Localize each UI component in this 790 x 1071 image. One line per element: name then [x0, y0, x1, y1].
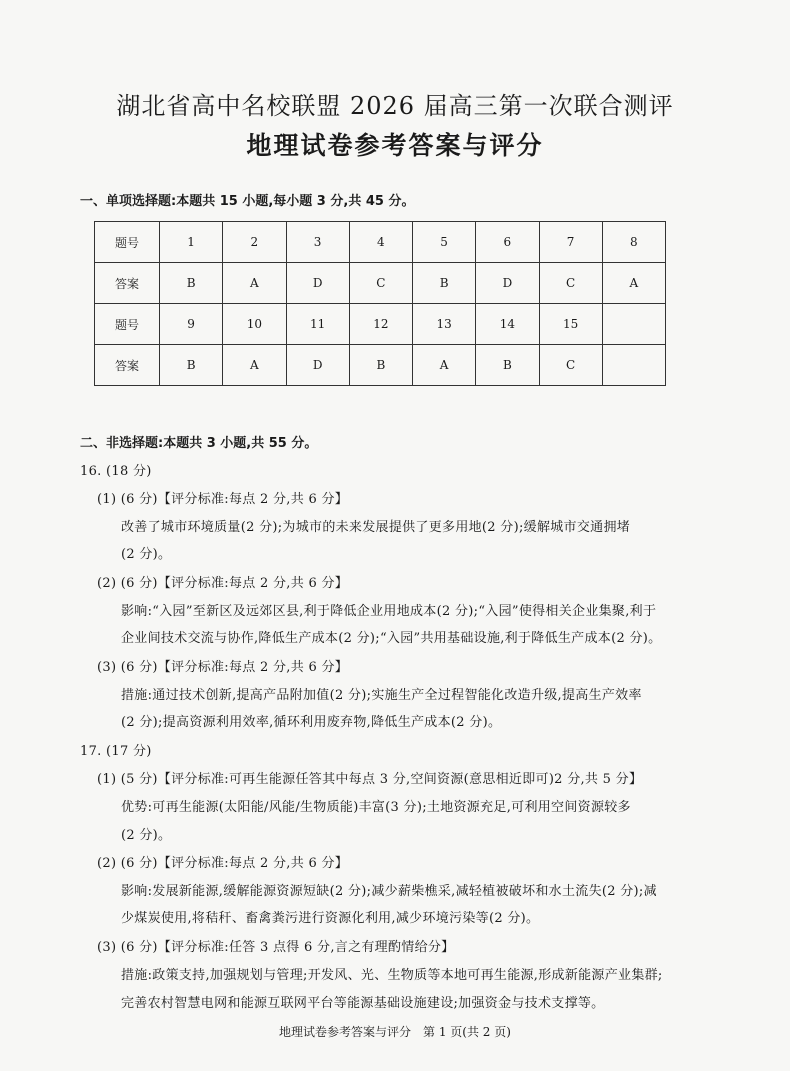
answer-table-cell: B — [160, 345, 223, 386]
answer-table-row — [95, 222, 666, 263]
answer-table-cell: 6 — [476, 222, 539, 263]
q16-part2-criteria: (2) (6 分)【评分标准:每点 2 分,共 6 分】 — [97, 576, 349, 591]
answer-table-cell: 15 — [539, 304, 602, 345]
page-footer: 地理试卷参考答案与评分 第 1 页(共 2 页) — [279, 1025, 511, 1039]
answer-table-row — [95, 345, 666, 386]
q17-part3-answer-line2: 完善农村智慧电网和能源互联网平台等能源基础设施建设;加强资金与技术支撑等。 — [121, 996, 605, 1011]
answer-table-cell: 4 — [349, 222, 412, 263]
answer-table — [94, 221, 666, 386]
q17-part3-criteria: (3) (6 分)【评分标准:任答 3 点得 6 分,言之有理酌情给分】 — [97, 940, 455, 955]
q16-part3-answer-line2: (2 分);提高资源利用效率,循环利用废弃物,降低生产成本(2 分)。 — [121, 715, 502, 730]
section1-heading: 一、单项选择题:本题共 15 小题,每小题 3 分,共 45 分。 — [80, 194, 415, 209]
q16-part3-answer-line1: 措施:通过技术创新,提高产品附加值(2 分);实施生产全过程智能化改造升级,提高生产效率 — [121, 688, 642, 703]
answer-table-cell: 13 — [413, 304, 476, 345]
answer-table-cell: D — [286, 345, 349, 386]
answer-table-cell: C — [539, 263, 602, 304]
answer-table-cell: 10 — [223, 304, 286, 345]
answer-table-cell: 5 — [413, 222, 476, 263]
q16-label: 16. (18 分) — [80, 464, 152, 479]
answer-table-cell: C — [539, 345, 602, 386]
section2-heading: 二、非选择题:本题共 3 小题,共 55 分。 — [80, 436, 318, 451]
answer-table-cell: D — [286, 263, 349, 304]
q16-part1-answer-line2: (2 分)。 — [121, 547, 172, 562]
q17-part2-criteria: (2) (6 分)【评分标准:每点 2 分,共 6 分】 — [97, 856, 349, 871]
answer-table-cell: 14 — [476, 304, 539, 345]
answer-table-cell: B — [413, 263, 476, 304]
answer-table-cell: 11 — [286, 304, 349, 345]
answer-table-row — [95, 304, 666, 345]
answer-table-cell: 2 — [223, 222, 286, 263]
answer-table-cell: D — [476, 263, 539, 304]
answer-table-row — [95, 263, 666, 304]
answer-table-cell: C — [349, 263, 412, 304]
q17-part3-answer-line1: 措施:政策支持,加强规划与管理;开发风、光、生物质等本地可再生能源,形成新能源产业集群; — [121, 968, 663, 983]
answer-table-cell: B — [349, 345, 412, 386]
exam-title: 湖北省高中名校联盟 2026 届高三第一次联合测评 — [116, 92, 674, 120]
q16-part2-answer-line2: 企业间技术交流与协作,降低生产成本(2 分);“入园”共用基础设施,利于降低生产成本(2 分)。 — [121, 631, 662, 646]
q17-part1-answer-line1: 优势:可再生能源(太阳能/风能/生物质能)丰富(3 分);土地资源充足,可利用空间资源较多 — [121, 800, 631, 815]
answer-table-cell: A — [223, 345, 286, 386]
exam-subtitle: 地理试卷参考答案与评分 — [246, 131, 544, 160]
answer-table-cell — [602, 345, 665, 386]
answer-table-cell: 12 — [349, 304, 412, 345]
q16-part1-answer-line1: 改善了城市环境质量(2 分);为城市的未来发展提供了更多用地(2 分);缓解城市交通拥堵 — [121, 520, 631, 535]
answer-table-cell: 7 — [539, 222, 602, 263]
answer-table-row-header: 题号 — [95, 304, 160, 345]
answer-table-cell: 9 — [160, 304, 223, 345]
answer-table-cell: A — [413, 345, 476, 386]
answer-table-row-header: 答案 — [95, 263, 160, 304]
answer-table-cell — [602, 304, 665, 345]
q17-part1-answer-line2: (2 分)。 — [121, 828, 172, 843]
answer-table-cell: 8 — [602, 222, 665, 263]
q17-part2-answer-line1: 影响:发展新能源,缓解能源资源短缺(2 分);减少薪柴樵采,减轻植被破坏和水土流失(2 分);减 — [121, 884, 657, 899]
answer-table-cell: 3 — [286, 222, 349, 263]
q16-part1-criteria: (1) (6 分)【评分标准:每点 2 分,共 6 分】 — [97, 492, 349, 507]
q17-part2-answer-line2: 少煤炭使用,将秸秆、畜禽粪污进行资源化利用,减少环境污染等(2 分)。 — [121, 911, 540, 926]
answer-table-row-header: 答案 — [95, 345, 160, 386]
q17-part1-criteria: (1) (5 分)【评分标准:可再生能源任答其中每点 3 分,空间资源(意思相近即可)2 分,共 5 分】 — [97, 772, 643, 787]
answer-table-cell: B — [476, 345, 539, 386]
q16-part3-criteria: (3) (6 分)【评分标准:每点 2 分,共 6 分】 — [97, 660, 349, 675]
answer-table-cell: 1 — [160, 222, 223, 263]
q16-part2-answer-line1: 影响:“入园”至新区及远郊区县,利于降低企业用地成本(2 分);“入园”使得相关企业集聚,利于 — [121, 604, 657, 619]
answer-table-cell: A — [223, 263, 286, 304]
q17-label: 17. (17 分) — [80, 744, 152, 759]
answer-table-row-header: 题号 — [95, 222, 160, 263]
answer-table-cell: B — [160, 263, 223, 304]
answer-table-cell: A — [602, 263, 665, 304]
